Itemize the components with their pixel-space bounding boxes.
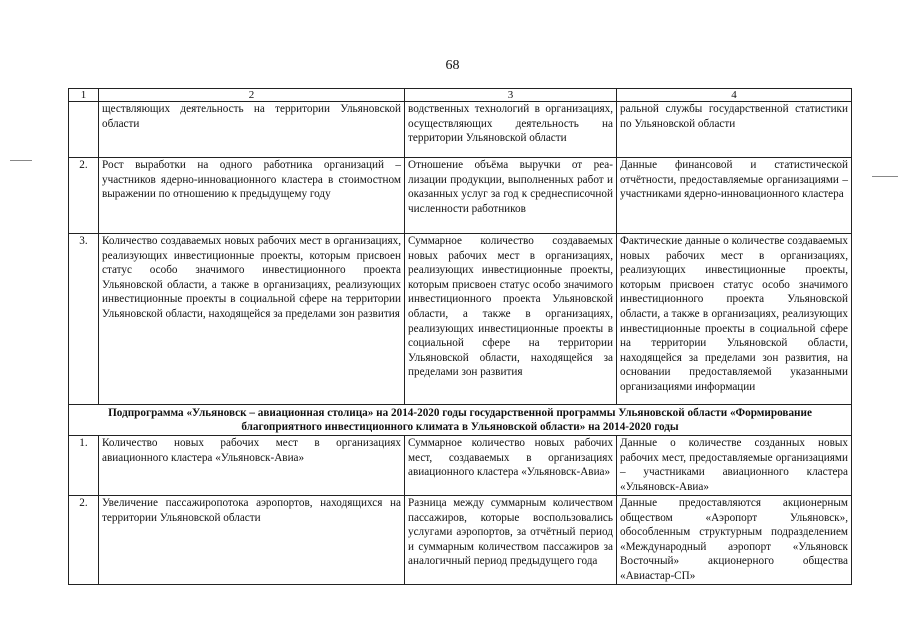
header-cell: 4 (617, 89, 852, 102)
table-row (69, 436, 852, 496)
row-number (69, 102, 99, 158)
data-source: Данные предоставляются акционерным обществом «Аэропорт Ульяновск», обособленным структурным подразделением «Международный аэропорт «Ульяновск Восточный» акционерного общества «Авиастар-СП» (617, 496, 852, 585)
table-row (69, 496, 852, 585)
header-cell: 2 (99, 89, 405, 102)
indicator-name: Количество создаваемых новых рабочих мест в организациях, реализующих инвестиционные проекты, которым присвоен статус особо значимого инвестиционного проекта Ульяновской области, а также в организациях, реализующих инвестиционные проекты в социальной сфере на территории Ульяновской области, находящейся за пределами зон развития (99, 234, 405, 405)
section-title: Подпрограмма «Ульяновск – авиационная столица» на 2014-2020 годы государственной программы Ульяновской области «Формирование благоприятного инвестиционного климата в Ульяновской области» на 2014-2020 годы (69, 405, 852, 436)
header-cell: 1 (69, 89, 99, 102)
calculation-method: Отношение объёма выручки от реализации продукции, выполненных работ и оказанных услуг за год к среднесписочной численности работников (405, 158, 617, 234)
row-number: 1. (69, 436, 99, 496)
data-source: Данные финансовой и статистической отчётности, предоставляемые организациями – участниками ядерно-инновационного кластера (617, 158, 852, 234)
table-row (69, 102, 852, 158)
indicator-name: Рост выработки на одного работника организаций – участников ядерно-инновационного кластера в стоимостном выражении по отношению к предыдущему году (99, 158, 405, 234)
header-cell: 3 (405, 89, 617, 102)
calculation-method: Разница между суммарным количеством пассажиров, которые воспользовались услугами аэропортов, за отчётный период и суммарным количеством пассажиров за аналогичный период предыдущего года (405, 496, 617, 585)
indicator-table (68, 88, 852, 585)
left-margin-mark (10, 160, 32, 161)
indicator-name: ществляющих деятельность на территории Ульяновской области (99, 102, 405, 158)
header-row (69, 89, 852, 102)
data-source: Данные о количестве созданных новых рабочих мест, предоставляемые организациями – участниками авиационного кластера «Ульяновск-Авиа» (617, 436, 852, 496)
indicator-name: Количество новых рабочих мест в организациях авиационного кластера «Ульяновск-Авиа» (99, 436, 405, 496)
table-row (69, 158, 852, 234)
indicator-name: Увеличение пассажиропотока аэропортов, находящихся на территории Ульяновской области (99, 496, 405, 585)
data-source: ральной службы государственной статистики по Ульяновской области (617, 102, 852, 158)
page-number: 68 (445, 58, 460, 73)
calculation-method: Суммарное количество новых рабочих мест, создаваемых в организациях авиационного кластера «Ульяновск-Авиа» (405, 436, 617, 496)
section-row (69, 405, 852, 436)
right-margin-mark (872, 176, 898, 177)
calculation-method: водственных технологий в организациях, осуществляющих деятельность на территории Ульяновской области (405, 102, 617, 158)
calculation-method: Суммарное количество создаваемых новых рабочих мест в организациях, реализующих инвестиционные проекты, которым присвоен статус особо значимого инвестиционного проекта Ульяновской области, а также в организациях, реализующих инвестиционные проекты в социальной сфере на территории Ульяновской области, находящейся за пределами зон развития (405, 234, 617, 405)
row-number: 2. (69, 158, 99, 234)
row-number: 2. (69, 496, 99, 585)
table-row (69, 234, 852, 405)
row-number: 3. (69, 234, 99, 405)
data-source: Фактические данные о количестве создаваемых новых рабочих мест в организациях, реализующих инвестиционные проекты, которым присвоен статус особо значимого инвестиционного проекта Ульяновской области, а также в организациях, реализующих инвестиционные проекты в социальной сфере на территории Ульяновской области, находящейся за пределами зон развития, на основании предоставляемой указанными организациями информации (617, 234, 852, 405)
